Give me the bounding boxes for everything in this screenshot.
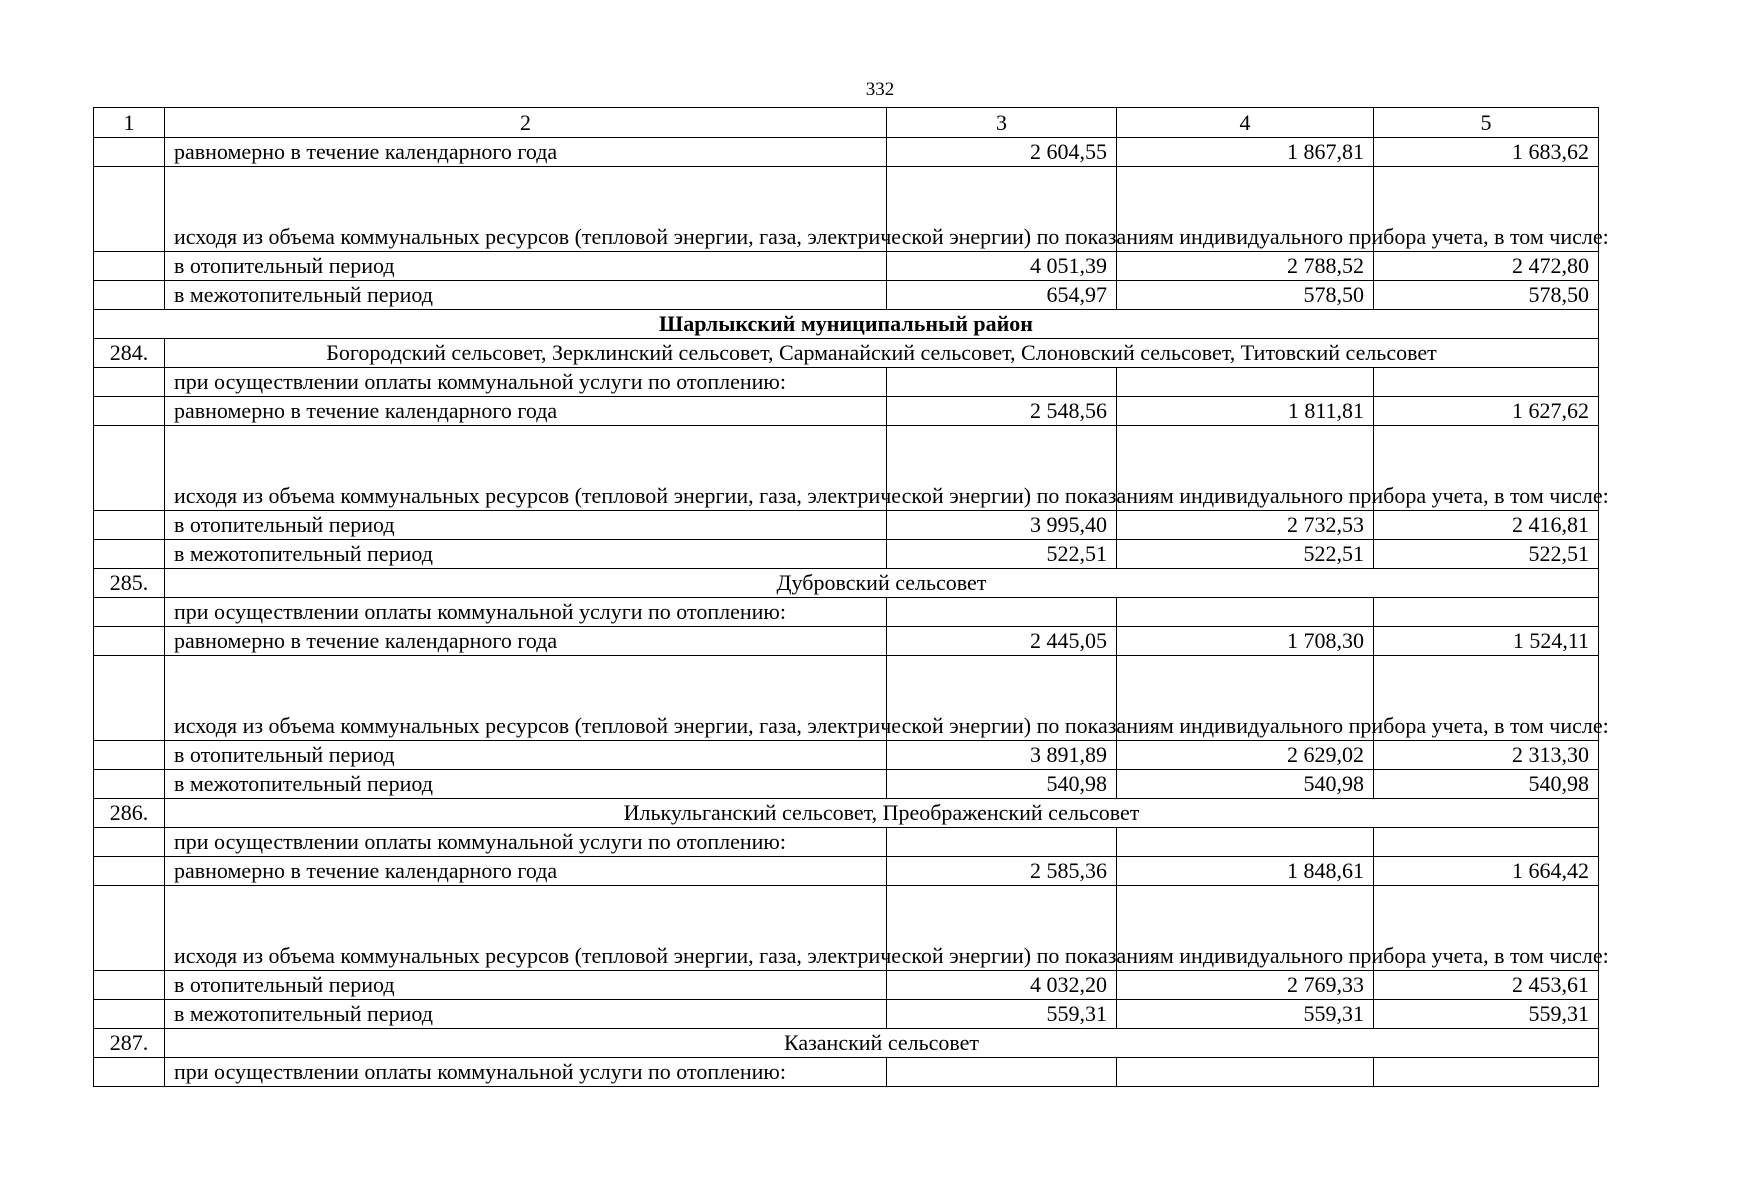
table-row xyxy=(94,857,1599,886)
row-number xyxy=(94,1058,165,1087)
column-header-3: 3 xyxy=(887,108,1117,138)
value-col-5 xyxy=(1374,1058,1599,1087)
row-number: 284. xyxy=(94,339,165,368)
value-col-4: 540,98 xyxy=(1117,770,1374,799)
group-row xyxy=(94,799,1599,828)
value-col-5: 578,50 xyxy=(1374,281,1599,310)
row-number: 285. xyxy=(94,569,165,598)
value-col-5 xyxy=(1374,598,1599,627)
row-label: при осуществлении оплаты коммунальной услуги по отоплению: xyxy=(165,598,887,627)
row-number xyxy=(94,770,165,799)
value-col-3 xyxy=(887,1058,1117,1087)
row-number xyxy=(94,368,165,397)
table-row xyxy=(94,627,1599,656)
value-col-5: 522,51 xyxy=(1374,540,1599,569)
group-title: Казанский сельсовет xyxy=(165,1029,1599,1058)
table-row xyxy=(94,971,1599,1000)
table-row xyxy=(94,540,1599,569)
row-number xyxy=(94,167,165,252)
table-row xyxy=(94,886,1599,971)
row-label: в отопительный период xyxy=(165,252,887,281)
row-number: 286. xyxy=(94,799,165,828)
row-label: при осуществлении оплаты коммунальной услуги по отоплению: xyxy=(165,1058,887,1087)
table-row xyxy=(94,1000,1599,1029)
row-number xyxy=(94,1000,165,1029)
value-col-3 xyxy=(887,828,1117,857)
row-number xyxy=(94,426,165,511)
table-row xyxy=(94,770,1599,799)
value-col-5: 1 524,11 xyxy=(1374,627,1599,656)
value-col-4: 522,51 xyxy=(1117,540,1374,569)
value-col-5 xyxy=(1374,368,1599,397)
value-col-4: 2 788,52 xyxy=(1117,252,1374,281)
row-number xyxy=(94,540,165,569)
value-col-3: 522,51 xyxy=(887,540,1117,569)
value-col-5: 2 313,30 xyxy=(1374,741,1599,770)
table-row xyxy=(94,426,1599,511)
value-col-3 xyxy=(887,598,1117,627)
table-row xyxy=(94,1058,1599,1087)
row-number xyxy=(94,627,165,656)
value-col-3: 2 445,05 xyxy=(887,627,1117,656)
row-label: в отопительный период xyxy=(165,741,887,770)
row-label: исходя из объема коммунальных ресурсов (тепловой энергии, газа, электрической энергии) по показаниям индивидуального прибора учета, в том числе: xyxy=(165,426,887,511)
column-header-5: 5 xyxy=(1374,108,1599,138)
value-col-4: 1 708,30 xyxy=(1117,627,1374,656)
row-label: в межотопительный период xyxy=(165,281,887,310)
group-title: Илькульганский сельсовет, Преображенский сельсовет xyxy=(165,799,1599,828)
table-row xyxy=(94,511,1599,540)
value-col-4: 578,50 xyxy=(1117,281,1374,310)
row-label: в межотопительный период xyxy=(165,770,887,799)
value-col-3 xyxy=(887,368,1117,397)
row-number xyxy=(94,857,165,886)
value-col-5: 1 627,62 xyxy=(1374,397,1599,426)
row-label: равномерно в течение календарного года xyxy=(165,397,887,426)
row-number: 287. xyxy=(94,1029,165,1058)
row-label: при осуществлении оплаты коммунальной услуги по отоплению: xyxy=(165,368,887,397)
row-number xyxy=(94,511,165,540)
row-label: в межотопительный период xyxy=(165,540,887,569)
row-label: исходя из объема коммунальных ресурсов (тепловой энергии, газа, электрической энергии) по показаниям индивидуального прибора учета, в том числе: xyxy=(165,656,887,741)
table-row xyxy=(94,281,1599,310)
table-row xyxy=(94,397,1599,426)
row-number xyxy=(94,138,165,167)
column-header-2: 2 xyxy=(165,108,887,138)
table-row xyxy=(94,741,1599,770)
value-col-5: 2 416,81 xyxy=(1374,511,1599,540)
row-number xyxy=(94,656,165,741)
value-col-5: 1 664,42 xyxy=(1374,857,1599,886)
row-label: в межотопительный период xyxy=(165,1000,887,1029)
table-row xyxy=(94,252,1599,281)
column-header-1: 1 xyxy=(94,108,165,138)
value-col-4: 1 867,81 xyxy=(1117,138,1374,167)
value-col-3: 2 548,56 xyxy=(887,397,1117,426)
page-number: 332 xyxy=(865,79,895,100)
group-title: Богородский сельсовет, Зерклинский сельсовет, Сарманайский сельсовет, Слоновский сельсовет, Титовский сельсовет xyxy=(165,339,1599,368)
row-label: равномерно в течение календарного года xyxy=(165,138,887,167)
group-title: Дубровский сельсовет xyxy=(165,569,1599,598)
value-col-4: 1 811,81 xyxy=(1117,397,1374,426)
row-label: в отопительный период xyxy=(165,511,887,540)
value-col-5: 559,31 xyxy=(1374,1000,1599,1029)
table-row xyxy=(94,656,1599,741)
row-label: равномерно в течение календарного года xyxy=(165,857,887,886)
value-col-4 xyxy=(1117,1058,1374,1087)
row-number xyxy=(94,828,165,857)
table-row xyxy=(94,138,1599,167)
row-number xyxy=(94,252,165,281)
value-col-4: 2 732,53 xyxy=(1117,511,1374,540)
value-col-5: 2 453,61 xyxy=(1374,971,1599,1000)
value-col-5: 2 472,80 xyxy=(1374,252,1599,281)
table-header-row xyxy=(94,108,1599,138)
value-col-3: 4 032,20 xyxy=(887,971,1117,1000)
row-label: при осуществлении оплаты коммунальной услуги по отоплению: xyxy=(165,828,887,857)
section-heading: Шарлыкский муниципальный район xyxy=(94,310,1599,339)
row-label: исходя из объема коммунальных ресурсов (тепловой энергии, газа, электрической энергии) по показаниям индивидуального прибора учета, в том числе: xyxy=(165,886,887,971)
value-col-5: 540,98 xyxy=(1374,770,1599,799)
value-col-4: 2 769,33 xyxy=(1117,971,1374,1000)
value-col-4 xyxy=(1117,368,1374,397)
row-number xyxy=(94,397,165,426)
row-number xyxy=(94,741,165,770)
value-col-4 xyxy=(1117,598,1374,627)
value-col-3: 4 051,39 xyxy=(887,252,1117,281)
table-row xyxy=(94,598,1599,627)
table-row xyxy=(94,368,1599,397)
table-row xyxy=(94,828,1599,857)
row-number xyxy=(94,971,165,1000)
row-label: исходя из объема коммунальных ресурсов (тепловой энергии, газа, электрической энергии) по показаниям индивидуального прибора учета, в том числе: xyxy=(165,167,887,252)
row-label: равномерно в течение календарного года xyxy=(165,627,887,656)
value-col-5 xyxy=(1374,828,1599,857)
value-col-3: 3 995,40 xyxy=(887,511,1117,540)
value-col-3: 540,98 xyxy=(887,770,1117,799)
value-col-3: 2 604,55 xyxy=(887,138,1117,167)
value-col-3: 2 585,36 xyxy=(887,857,1117,886)
column-header-4: 4 xyxy=(1117,108,1374,138)
table-row xyxy=(94,167,1599,252)
group-row xyxy=(94,339,1599,368)
value-col-4: 559,31 xyxy=(1117,1000,1374,1029)
value-col-4 xyxy=(1117,828,1374,857)
value-col-3: 654,97 xyxy=(887,281,1117,310)
value-col-4: 2 629,02 xyxy=(1117,741,1374,770)
value-col-3: 559,31 xyxy=(887,1000,1117,1029)
value-col-5: 1 683,62 xyxy=(1374,138,1599,167)
section-heading-row xyxy=(94,310,1599,339)
group-row xyxy=(94,569,1599,598)
value-col-3: 3 891,89 xyxy=(887,741,1117,770)
group-row xyxy=(94,1029,1599,1058)
row-number xyxy=(94,281,165,310)
row-label: в отопительный период xyxy=(165,971,887,1000)
row-number xyxy=(94,886,165,971)
value-col-4: 1 848,61 xyxy=(1117,857,1374,886)
row-number xyxy=(94,598,165,627)
tariff-table xyxy=(93,107,1609,1087)
